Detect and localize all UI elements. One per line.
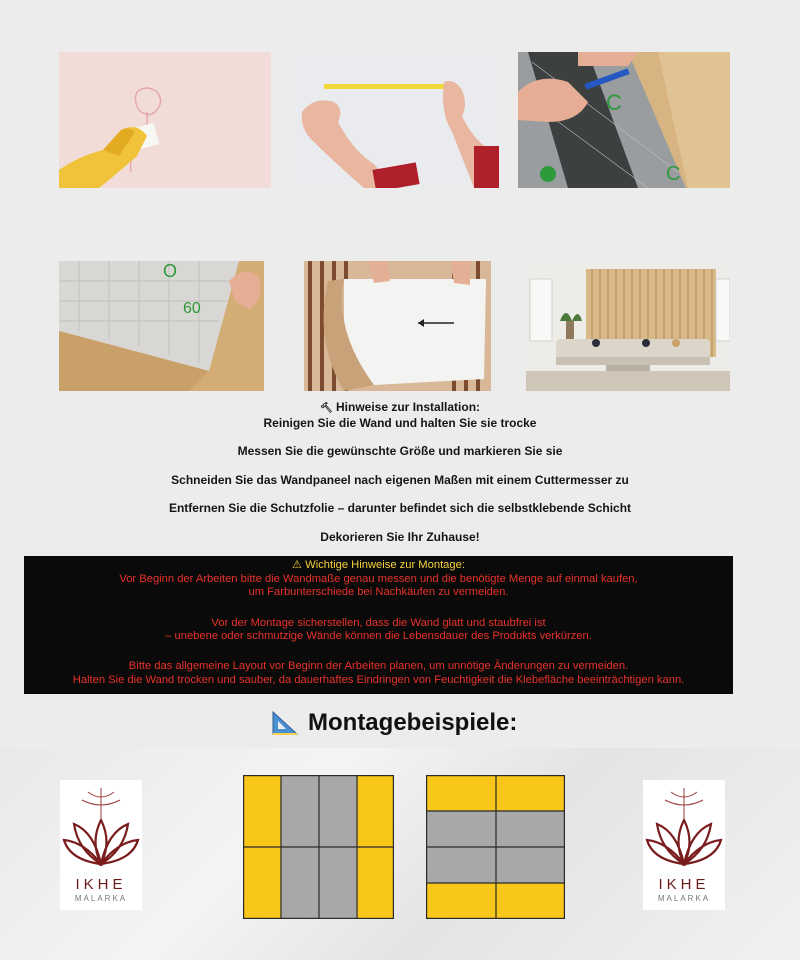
step-measure: Messen Sie die gewünschte Größe und markieren Sie sie: [237, 444, 563, 458]
peeling-film-photo: [59, 261, 264, 391]
warning-icon: ⚠: [292, 559, 303, 571]
brand-subtitle: MALARKA: [74, 894, 128, 903]
step-clean: Reinigen Sie die Wand und halten Sie sie trocke: [263, 416, 537, 430]
brand-subtitle: MALARKA: [657, 894, 711, 903]
brand-name: IKHE: [658, 876, 710, 893]
warning-line: Vor Beginn der Arbeiten bitte die Wandmaße genau messen und die benötigte Menge auf einmal kaufen,: [119, 573, 638, 585]
brand-logo: [60, 780, 142, 910]
brand-name: IKHE: [75, 876, 127, 893]
mounting-pattern-horizontal: [426, 775, 565, 919]
hammer-icon: 🔨︎: [319, 403, 333, 414]
warning-line: Halten Sie die Wand trocken und sauber, da dauerhaftes Eindringen von Feuchtigkeit die Klebefläche beeinträchtigen kann.: [72, 674, 685, 686]
measuring-wall-photo: [294, 52, 499, 188]
examples-heading: Montagebeispiele:: [270, 705, 517, 741]
warning-line: – unebene oder schmutzige Wände können die Lebensdauer des Produkts verkürzen.: [165, 630, 592, 642]
lotus-icon: [60, 780, 142, 878]
warning-line: Bitte das allgemeine Layout vor Beginn der Arbeiten planen, um unnötige Änderungen zu vermeiden.: [128, 660, 629, 672]
mounting-pattern-vertical: [243, 775, 394, 919]
svg-text:60: 60: [183, 300, 201, 317]
svg-text:C: C: [666, 163, 681, 185]
brand-logo: [643, 780, 725, 910]
svg-text:C: C: [606, 90, 622, 115]
warning-title: ⚠ Wichtige Hinweise zur Montage:: [292, 559, 465, 571]
step-cut: Schneiden Sie das Wandpaneel nach eigenen Maßen mit einem Cuttermesser zu: [171, 473, 629, 487]
set-square-icon: [270, 709, 300, 737]
step-peel: Entfernen Sie die Schutzfolie – darunter befindet sich die selbstklebende Schicht: [168, 501, 632, 515]
warning-line: um Farbunterschiede bei Nachkäufen zu vermeiden.: [248, 586, 509, 598]
instructions-title: 🔨︎ Hinweise zur Installation:: [319, 400, 481, 414]
step-decorate: Dekorieren Sie Ihr Zuhause!: [320, 530, 480, 544]
living-room-photo: [526, 261, 730, 391]
warning-box: [24, 556, 733, 694]
warning-line: Vor der Montage sicherstellen, dass die Wand glatt und staubfrei ist: [211, 617, 546, 629]
applying-panel-photo: [304, 261, 491, 391]
svg-text:O: O: [163, 261, 178, 281]
cleaning-wall-photo: [59, 52, 271, 188]
lotus-icon: [643, 780, 725, 878]
cutting-panel-photo: [518, 52, 730, 188]
